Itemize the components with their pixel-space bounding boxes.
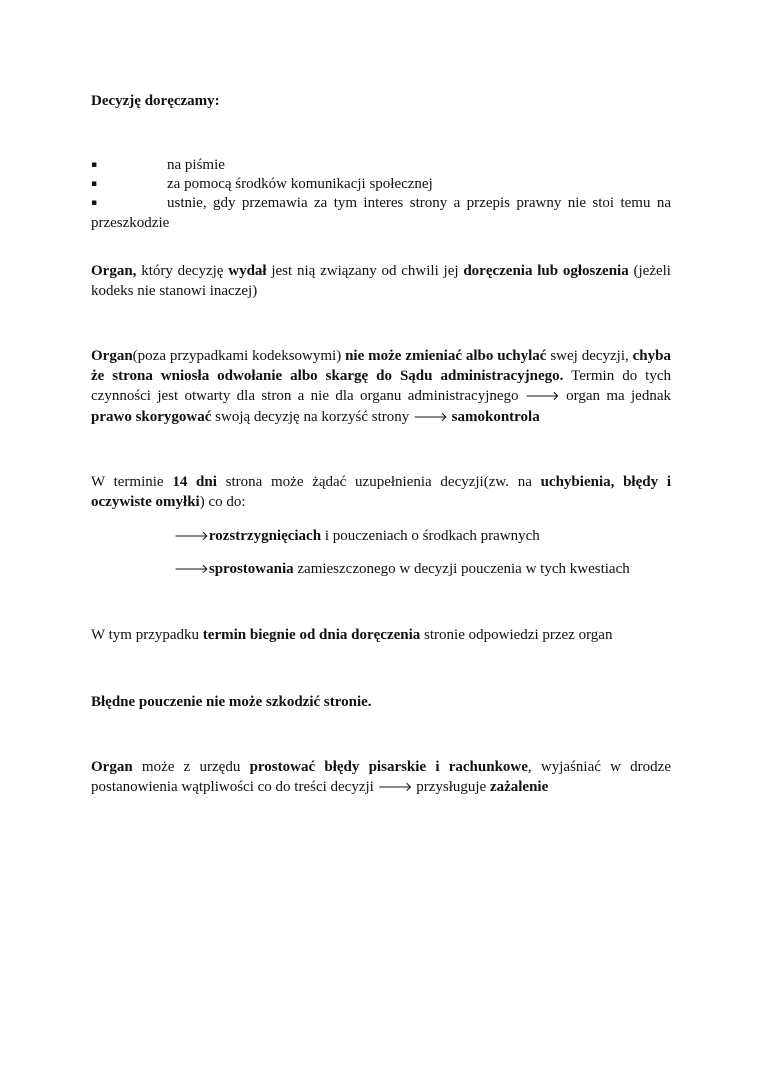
bullet-item-2 xyxy=(91,174,671,194)
arrow-right-icon: 🡒 xyxy=(524,389,560,404)
bullet-text-2: za pomocą środków komunikacji społecznej xyxy=(167,176,433,192)
bold-text: Organ, xyxy=(91,263,137,279)
bold-text: nie może zmieniać albo uchylać xyxy=(345,348,547,364)
arrow-right-icon: 🡒 xyxy=(377,780,413,795)
bold-text: prawo skorygować xyxy=(91,409,212,425)
bold-text: chyba że strona wniosła odwołanie albo skargę do Sądu administracyjnego. xyxy=(91,348,671,384)
text: (jeżeli kodeks nie stanowi inaczej) xyxy=(91,263,671,299)
paragraph-14-days xyxy=(91,472,671,512)
paragraph-term xyxy=(91,625,671,645)
paragraph-organ-bound xyxy=(91,261,671,301)
bold-text: doręczenia lub ogłoszenia xyxy=(463,263,629,279)
text: i pouczeniach o środkach prawnych xyxy=(321,528,540,544)
bullet-square-icon: ▪ xyxy=(91,198,98,208)
paragraph-corrections xyxy=(91,757,671,798)
bold-text: wydał xyxy=(228,263,267,279)
arrow-right-icon: 🡒 xyxy=(174,529,209,544)
heading-text: Decyzję doręczamy: xyxy=(91,93,220,109)
arrow-right-icon: 🡒 xyxy=(174,562,209,577)
bold-text: Organ xyxy=(91,348,133,364)
arrow-right-icon: 🡒 xyxy=(413,410,448,425)
text: swej decyzji, xyxy=(546,348,633,364)
bold-text: zażalenie xyxy=(489,779,549,795)
text: (poza przypadkami kodeksowymi) xyxy=(132,348,346,364)
text: jest nią związany od chwili jej xyxy=(266,263,464,279)
bold-text: termin biegnie od dnia doręczenia xyxy=(202,627,421,643)
bold-text: 14 dni xyxy=(172,474,217,490)
bullet-text-1: na piśmie xyxy=(167,157,225,173)
text: swoją decyzję na korzyść strony xyxy=(211,409,414,425)
bullet-text-3: ustnie, gdy przemawia za tym interes strony a przepis prawny nie stoi temu na przeszkodzie xyxy=(91,195,671,231)
text: organ ma jednak xyxy=(559,388,671,404)
text: Termin do tych czynności jest otwarty dla stron a nie dla organu administracyjnego xyxy=(91,368,671,404)
paragraph-organ-cannot-change xyxy=(91,346,671,428)
sub-item-1 xyxy=(174,526,674,547)
text: W tym przypadku xyxy=(91,627,203,643)
bullet-item-1 xyxy=(91,155,671,175)
paragraph-wrong-instruction xyxy=(91,692,671,712)
bold-text: Błędne pouczenie nie może szkodzić stronie. xyxy=(91,694,372,710)
text: stronie odpowiedzi przez organ xyxy=(420,627,613,643)
heading xyxy=(91,91,671,111)
bold-text: uchybienia, błędy i oczywiste omyłki xyxy=(91,474,671,510)
bold-text: prostować błędy pisarskie i rachunkowe xyxy=(249,759,528,775)
text: strona może żądać uzupełnienia decyzji(zw. na xyxy=(216,474,541,490)
text: przysługuje xyxy=(412,779,490,795)
bold-text: rozstrzygnięciach xyxy=(208,528,322,544)
bullet-square-icon: ▪ xyxy=(91,179,98,189)
bullet-item-3 xyxy=(91,193,671,233)
bold-text: sprostowania xyxy=(208,561,294,577)
bullet-square-icon: ▪ xyxy=(91,160,98,170)
text: który decyzję xyxy=(136,263,229,279)
sub-item-2 xyxy=(174,559,674,580)
text: może z urzędu xyxy=(132,759,250,775)
text: zamieszczonego w decyzji pouczenia w tych kwestiach xyxy=(293,561,630,577)
text: ) co do: xyxy=(199,494,246,510)
bold-text: samokontrola xyxy=(451,409,540,425)
text: W terminie xyxy=(91,474,173,490)
text: , wyjaśniać w drodze postanowienia wątpliwości co do treści decyzji xyxy=(91,759,671,795)
bold-text: Organ xyxy=(91,759,133,775)
